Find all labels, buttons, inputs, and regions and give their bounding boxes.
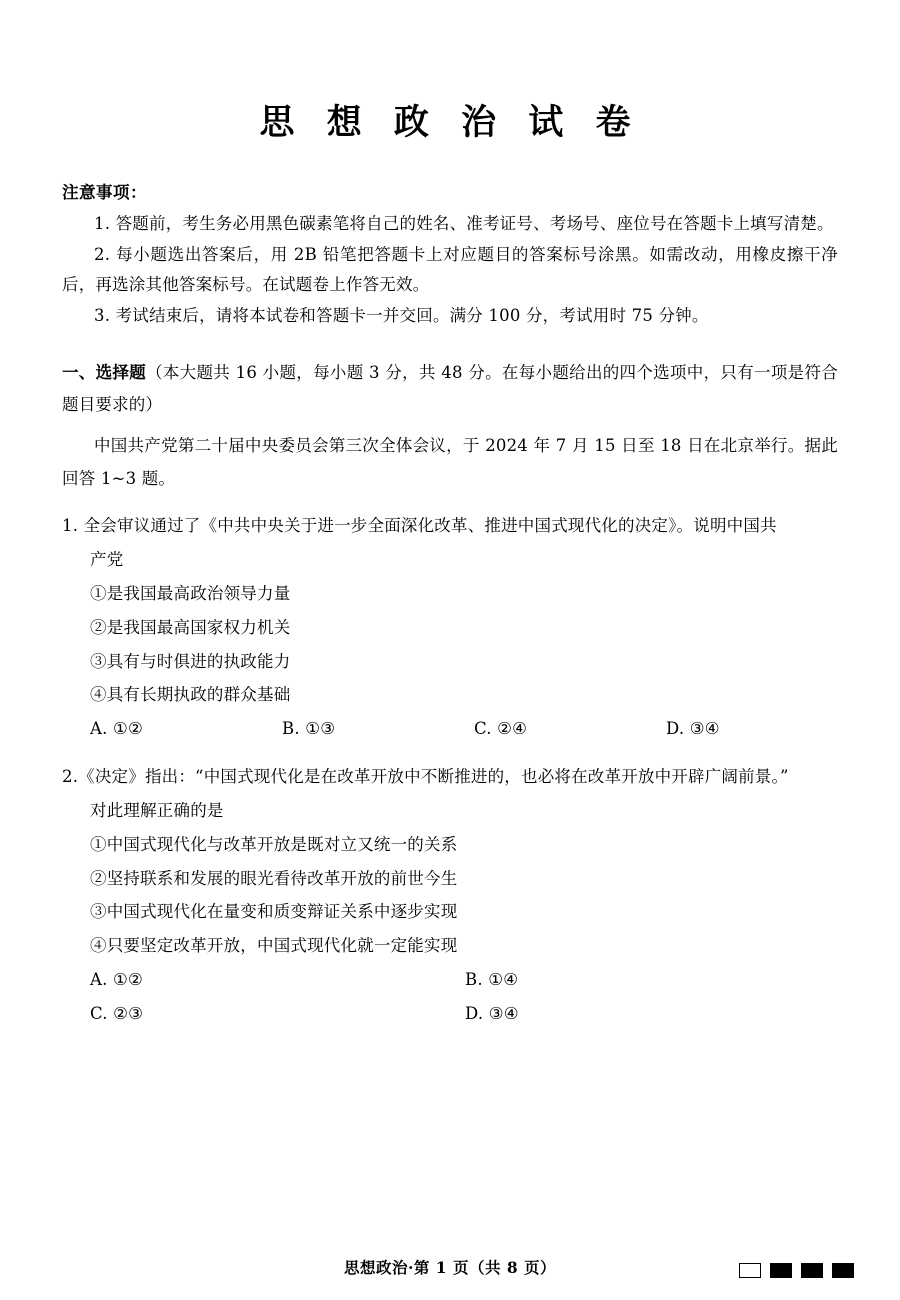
registration-mark-filled <box>832 1263 854 1278</box>
option-row <box>62 712 838 746</box>
question-text-continued: 对此理解正确的是 <box>90 800 224 820</box>
statement-item: ②是我国最高国家权力机关 <box>90 617 291 637</box>
question-number: 2. <box>62 767 79 787</box>
option-a[interactable]: A. ①② <box>90 719 143 739</box>
section-label: 一、选择题 <box>62 363 147 383</box>
option-row <box>62 963 838 997</box>
registration-marks <box>739 1263 854 1278</box>
statement-item: ④只要坚定改革开放，中国式现代化就一定能实现 <box>90 936 458 956</box>
notice-item: 1. 答题前，考生务必用黑色碳素笔将自己的姓名、准考证号、考场号、座位号在答题卡上填写清楚。 <box>94 214 834 233</box>
statement-item: ①中国式现代化与改革开放是既对立又统一的关系 <box>90 834 458 854</box>
option-b[interactable]: B. ①④ <box>465 969 519 989</box>
question-body: 《决定》指出：“中国式现代化是在改革开放中不断推进的，也必将在改革开放中开辟广阔前景。” <box>78 767 789 787</box>
notice-block <box>62 179 838 331</box>
registration-mark-filled <box>770 1263 792 1278</box>
notice-heading: 注意事项： <box>62 183 147 202</box>
option-c[interactable]: C. ②④ <box>474 719 528 739</box>
page-footer: 思想政治·第 1 页（共 8 页） <box>343 1258 557 1277</box>
registration-mark-filled <box>801 1263 823 1278</box>
statement-item: ③中国式现代化在量变和质变辩证关系中逐步实现 <box>90 902 458 922</box>
option-d[interactable]: D. ③④ <box>666 719 720 739</box>
statement-item: ②坚持联系和发展的眼光看待改革开放的前世今生 <box>90 868 458 888</box>
option-c[interactable]: C. ②③ <box>90 1003 144 1023</box>
notice-item: 3. 考试结束后，请将本试卷和答题卡一并交回。满分 100 分，考试用时 75 分钟。 <box>94 305 709 325</box>
statement-item: ①是我国最高政治领导力量 <box>90 584 291 604</box>
statement-item: ③具有与时俱进的执政能力 <box>90 651 291 671</box>
question-body: 全会审议通过了《中共中央关于进一步全面深化改革、推进中国式现代化的决定》。说明中国共 <box>83 516 777 536</box>
stem-intro: 中国共产党第二十届中央委员会第三次全体会议，于 2024 年 7 月 15 日至 18 日在北京举行。据此回答 1~3 题。 <box>62 436 838 489</box>
option-d[interactable]: D. ③④ <box>465 1003 519 1023</box>
question-1 <box>62 509 838 746</box>
option-a[interactable]: A. ①② <box>90 969 143 989</box>
section-heading <box>62 357 838 421</box>
question-text <box>62 509 838 543</box>
statement-item: ④具有长期执政的群众基础 <box>90 685 291 705</box>
notice-item: 2. 每小题选出答案后，用 2B 铅笔把答题卡上对应题目的答案标号涂黑。如需改动，用橡皮擦干净后，再选涂其他答案标号。在试题卷上作答无效。 <box>62 244 838 295</box>
question-text-continued: 产党 <box>90 550 124 570</box>
question-text <box>62 760 838 794</box>
option-row <box>62 997 838 1031</box>
question-number: 1. <box>62 516 79 536</box>
option-b[interactable]: B. ①③ <box>282 719 336 739</box>
registration-mark-empty <box>739 1263 761 1278</box>
question-2 <box>62 760 838 1031</box>
section-instruction: （本大题共 16 小题，每小题 3 分，共 48 分。在每小题给出的四个选项中，只有一项是符合题目要求的） <box>62 363 839 415</box>
page-title: 思 想 政 治 试 卷 <box>259 102 641 143</box>
